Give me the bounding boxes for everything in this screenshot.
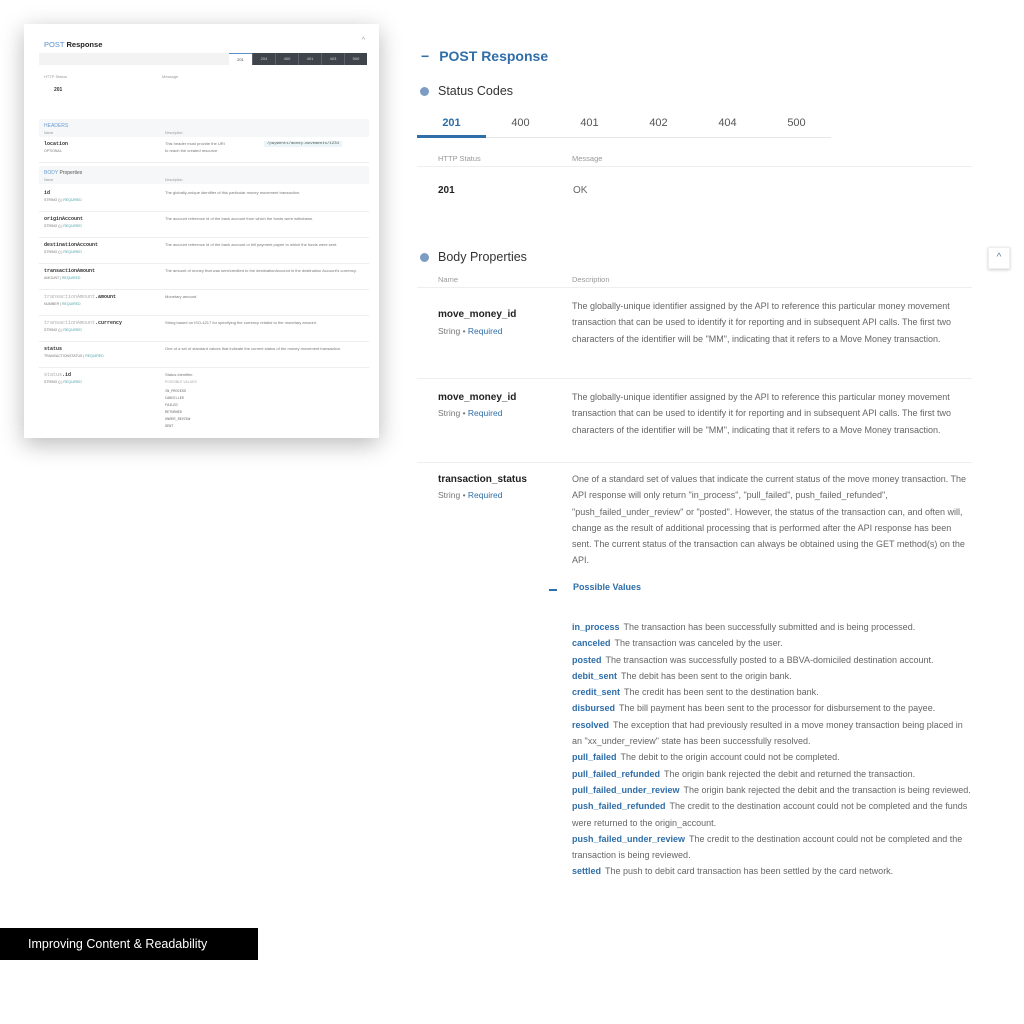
body-row: id STRING () | REQUIRED The globally-unique identifier of this particular money movement transaction. (39, 186, 369, 212)
body-row: originAccount STRING () | REQUIRED The account reference id of the bank account from which the funds were withdrawn. (39, 212, 369, 238)
possible-value-item: push_failed_under_review The credit to the destination account could not be completed and the transaction is being reviewed. (572, 833, 963, 861)
before-status-value: 201 (54, 87, 63, 93)
divider (417, 378, 972, 379)
possible-value-item: disbursed The bill payment has been sent to the processor for disbursement to the payee. (572, 703, 936, 714)
before-tab-401[interactable]: 401 (298, 53, 321, 65)
status-codes-heading: Status Codes (420, 84, 513, 98)
possible-values-toggle[interactable]: Possible Values (549, 582, 641, 592)
possible-values-label: POSSIBLE VALUES (165, 380, 197, 384)
description-col-header: Description (572, 275, 610, 284)
body-row: destinationAccount STRING () | REQUIRED The account reference id of the bank account or bill payment payee to which the funds were sent. (39, 238, 369, 264)
property-name: move_money_id (438, 309, 517, 320)
before-title-rest: Response (66, 40, 103, 49)
possible-value-item: push_failed_refunded The credit to the destination account could not be completed and the funds were returned to the origin_account. (572, 801, 968, 828)
status-code-value: 201 (438, 185, 455, 196)
tab-201[interactable]: 201 (417, 112, 486, 138)
divider (417, 287, 972, 288)
tab-500[interactable]: 500 (762, 112, 831, 138)
possible-value-item: resolved The exception that had previously resulted in a move money transaction being placed in an "xx_under_review" state has been successfully resolved. (572, 719, 963, 747)
tab-400[interactable]: 400 (486, 112, 555, 138)
body-row: transactionAmount.currency STRING () | REQUIRED String based on ISO-4217 for specifying the currency related to the monetary amount. (39, 316, 369, 342)
possible-value-item: in_process The transaction has been successfully submitted and is being processed. (572, 622, 916, 632)
body-name-col: Name (44, 178, 54, 182)
body-row: status.id STRING () | REQUIRED Status identifier. POSSIBLE VALUES IN_PROCESS CANCELLED FAILED RETURNED UNDER_REVIEW SENT (44, 372, 197, 429)
property-type: String • Required (438, 490, 503, 500)
headers-name-col: Name (44, 131, 54, 135)
collapse-dash-icon (549, 589, 557, 591)
message-col-header: Message (572, 154, 603, 163)
bullet-icon (420, 87, 429, 96)
before-title-method: POST (44, 40, 65, 49)
scroll-top-button[interactable]: ^ (988, 247, 1010, 269)
header-uri: /payments/money-movements/1234 (264, 141, 342, 147)
caption-banner: Improving Content & Readability (0, 928, 258, 960)
before-tab-403[interactable]: 403 (321, 53, 344, 65)
possible-value-item: settled The push to debit card transaction has been settled by the card network. (572, 866, 894, 877)
header-type: OPTIONAL (44, 149, 62, 153)
before-body-section (39, 166, 369, 184)
property-description: One of a standard set of values that indicate the current status of the move money transaction. The API response will only return "in_process", "pull_failed", push_failed_refunded", "push_failed_under_review" or "posted". However, the status of the transaction can, and often will, change as the result of additional processing that is performed after the API response has been sent. The current status of the transaction can always be obtained using the GET method(s) on the API. (572, 474, 967, 566)
property-type: String • Required (438, 326, 503, 336)
body-properties-heading: Body Properties (420, 250, 527, 264)
before-tab-204[interactable]: 204 (252, 53, 275, 65)
property-row (417, 471, 972, 581)
property-description: The globally-unique identifier assigned by the API to reference this particular money movement transaction that can be used to identify it for reporting and in subsequent API calls. The first two characters of the identifier will be "MM", indicating that it refers to a Move Money transaction. (572, 301, 952, 344)
post-response-title[interactable]: − POST Response (421, 48, 549, 64)
before-message-label: Message (162, 74, 179, 79)
before-tab-400[interactable]: 400 (275, 53, 298, 65)
tab-402[interactable]: 402 (624, 112, 693, 138)
header-row-location (39, 137, 369, 163)
possible-value-item: posted The transaction was successfully posted to a BBVA-domiciled destination account. (572, 654, 934, 665)
headers-desc-col: Description (165, 131, 183, 135)
tab-401[interactable]: 401 (555, 112, 624, 138)
divider (417, 166, 972, 167)
tab-404[interactable]: 404 (693, 112, 762, 138)
divider (417, 462, 972, 463)
possible-values-list (572, 619, 972, 880)
headers-label: HEADERS (44, 123, 69, 129)
collapse-icon[interactable]: ^ (361, 37, 365, 44)
before-http-status-label: HTTP Status (44, 74, 67, 79)
possible-value-item: pull_failed The debit to the origin account could not be completed. (572, 752, 840, 763)
status-message-value: OK (573, 185, 588, 196)
before-status-tabbar (39, 53, 367, 65)
body-row: transactionAmount AMOUNT | REQUIRED The amount of money that was sent/credited to the destinationAccount in the destination Account's currency. (39, 264, 369, 290)
possible-value-item: pull_failed_under_review The origin bank rejected the debit and the transaction is being reviewed. (572, 784, 971, 795)
body-row: transactionAmount.amount NUMBER | REQUIRED Monetary amount. (39, 290, 369, 316)
body-label: BODY Properties (44, 170, 83, 176)
header-name: location (44, 141, 69, 147)
bullet-icon (420, 253, 429, 262)
possible-value-item: credit_sent The credit has been sent to the destination bank. (572, 687, 819, 698)
possible-value-item: debit_sent The debit has been sent to the origin bank. (572, 670, 792, 681)
before-tab-500[interactable]: 500 (344, 53, 367, 65)
property-name: move_money_id (438, 392, 517, 403)
header-desc: This header must provide the URI to reach the created resource. (165, 141, 225, 153)
body-row: status TRANSACTIONSTATUS | REQUIRED One of a set of standard values that indicate the current status of the money movement transaction. (39, 342, 369, 368)
before-tab-201[interactable]: 201 (229, 53, 252, 65)
property-name: transaction_status (438, 474, 527, 485)
name-col-header: Name (438, 275, 459, 284)
property-row (417, 389, 972, 463)
before-title (44, 40, 102, 49)
possible-value-item: pull_failed_refunded The origin bank rejected the debit and returned the transaction. (572, 768, 916, 779)
status-code-tabs (417, 112, 831, 138)
before-screenshot-card (24, 24, 379, 438)
http-status-col-header: HTTP Status (438, 154, 481, 163)
property-row (417, 298, 972, 378)
collapse-dash-icon[interactable]: − (421, 48, 430, 64)
property-description: The globally-unique identifier assigned by the API to reference this particular money movement transaction that can be used to identify it for reporting and in subsequent API calls. The first two characters of the identifier will be "MM", indicating that it refers to a Move Money transaction. (572, 392, 952, 435)
possible-value-item: canceled The transaction was canceled by the user. (572, 638, 783, 649)
body-desc-col: Description (165, 178, 183, 182)
property-type: String • Required (438, 408, 503, 418)
before-headers-section (39, 119, 369, 137)
